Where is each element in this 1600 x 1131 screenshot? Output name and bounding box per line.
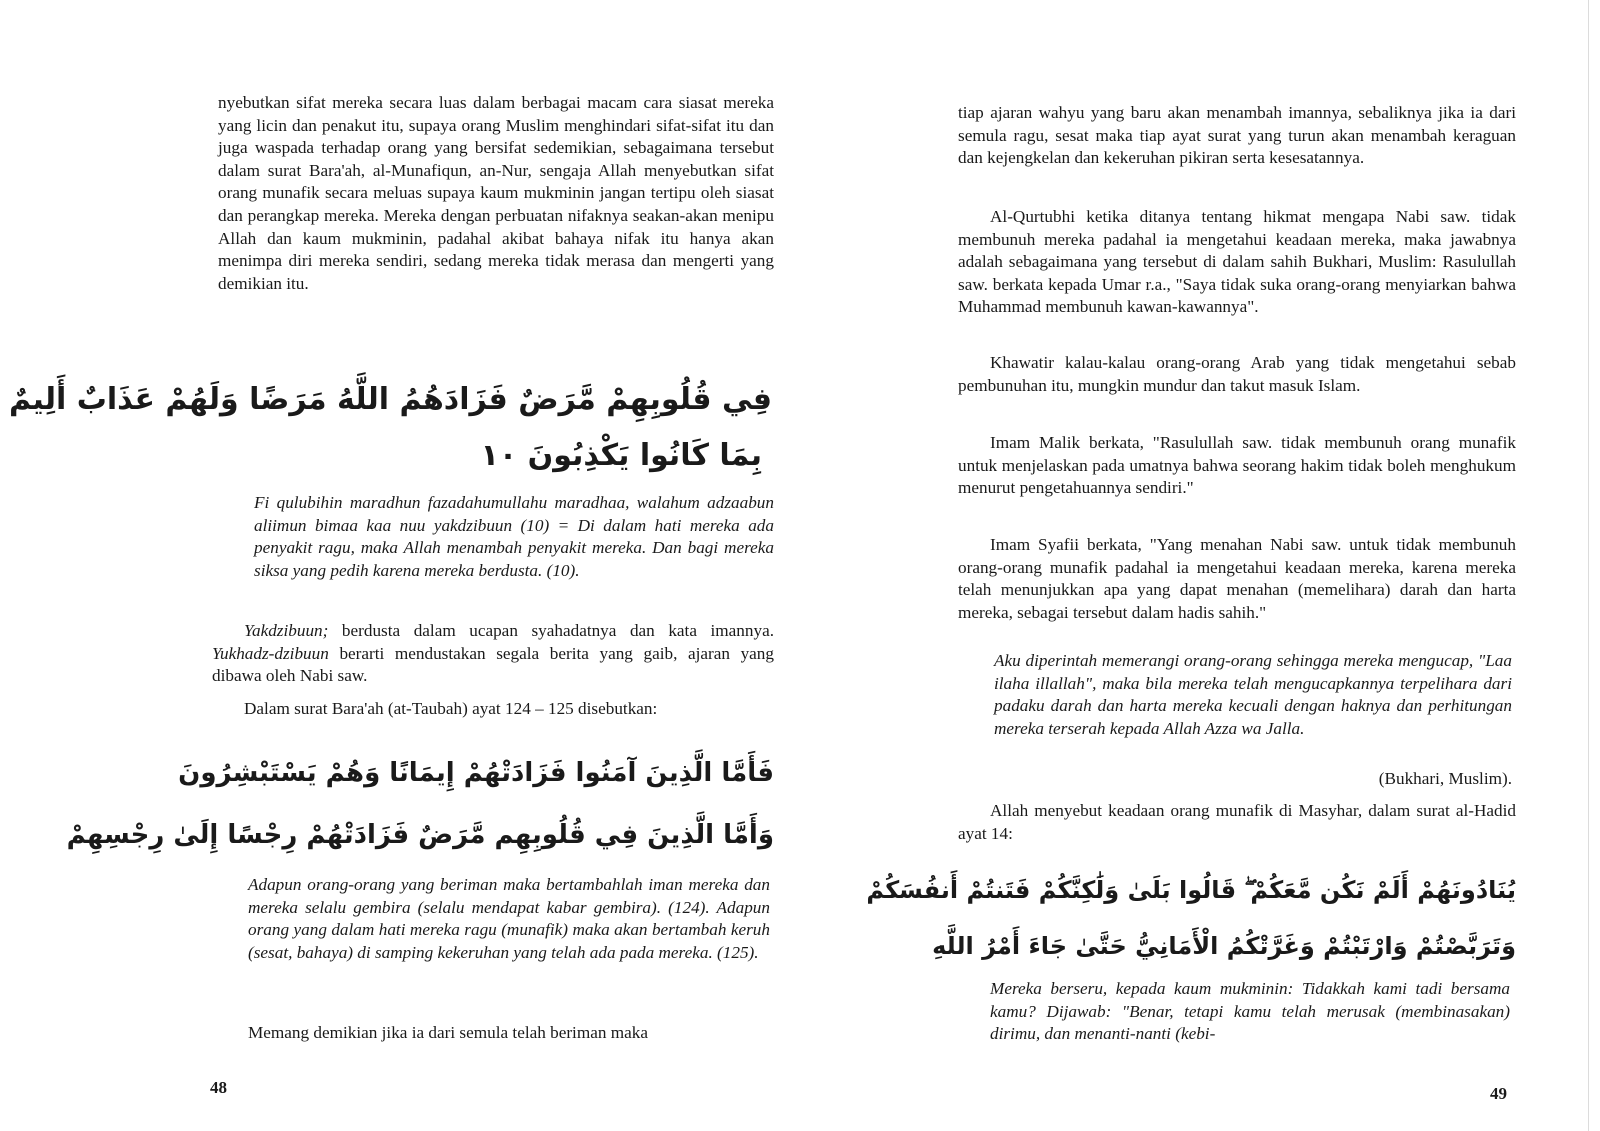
hadith-source: (Bukhari, Muslim).	[1378, 769, 1512, 788]
arabic-verse-1	[8, 372, 772, 484]
page-number-49: 49	[1490, 1084, 1507, 1103]
verse-2-intro: Dalam surat Bara'ah (at-Taubah) ayat 124 – 125 disebutkan:	[244, 699, 658, 718]
paragraph-1: tiap ajaran wahyu yang baru akan menambah imannya, sebaliknya jika ia dari semula ragu, sesat maka tiap ayat surat yang turun akan menambah keraguan dan kejengkelan dan kekeruhan pikiran serta kesesatannya.	[958, 103, 1516, 168]
intro-paragraph: nyebutkan sifat mereka secara luas dalam berbagai macam cara siasat mereka yang licin dan penakut itu, supaya orang Muslim menghindari sifat-sifat itu dan juga waspada terhadap orang yang bersifat sedemikian, sebagaimana tersebut dalam surat Bara'ah, al-Munafiqun, an-Nur, sengaja Allah menyebutkan sifat orang munafik secara meluas supaya kaum mukminin jangan tertipu oleh siasat dan perangkap mereka. Mereka dengan perbuatan nifaknya seakan-akan menipu Allah dan kaum mukminin, padahal akibat bahaya nifak itu hanya akan menimpa diri mereka sendiri, sedang mereka tidak merasa dan mengerti yang demikian itu.	[218, 93, 774, 293]
paragraph-2: Al-Qurtubhi ketika ditanya tentang hikmat mengapa Nabi saw. tidak membunuh mereka padahal ia mengetahui keadaan mereka, maka jawabnya adalah sebagaimana yang tersebut di dalam sahih Bukhari, Muslim: Rasulullah saw. berkata kepada Umar r.a., "Saya tidak suka orang-orang menyiarkan bahwa Muhammad membunuh kawan-kawannya".	[958, 207, 1516, 317]
book-edge-line	[1588, 0, 1589, 1131]
translation-2: Adapun orang-orang yang beriman maka bertambahlah iman mereka dan mereka selalu gembira (selalu mendapat kabar gembira). (124). Adapun orang yang dalam hati mereka ragu (munafik) maka akan bertambah keruh (sesat, bahaya) di samping kekeruhan yang telah ada pada mereka. (125).	[248, 875, 770, 962]
arabic-verse-1-line-2: بِمَا كَانُوا يَكْذِبُونَ ١٠	[480, 438, 762, 473]
page-number-48: 48	[210, 1078, 227, 1097]
arabic-verse-2	[66, 742, 774, 866]
explanation-term-1: Yakdzibuun;	[244, 621, 329, 640]
paragraph-6: Allah menyebut keadaan orang munafik di Masyhar, dalam surat al-Hadid ayat 14:	[958, 801, 1516, 843]
explanation-paragraph	[212, 620, 774, 688]
translation-1: Fi qulubihin maradhun fazadahumullahu maradhaa, walahum adzaabun aliimun bimaa kaa nuu yakdzibuun (10) = Di dalam hati mereka ada penyakit ragu, maka Allah menambah penyakit mereka. Dan bagi mereka siksa yang pedih karena mereka berdusta. (10).	[254, 493, 774, 580]
arabic-verse-3	[866, 862, 1516, 974]
hadith-quote: Aku diperintah memerangi orang-orang sehingga mereka mengucap, "Laa ilaha illallah", maka bila mereka telah mengucapkannya terpelihara dari padaku darah dan harta mereka kecuali dengan haknya dan perhitungan mereka terserah kepada Allah Azza wa Jalla.	[994, 651, 1512, 738]
arabic-verse-2-line-2: وَأَمَّا الَّذِينَ فِي قُلُوبِهِم مَّرَضٌ فَزَادَتْهُمْ رِجْسًا إِلَىٰ رِجْسِهِمْ	[66, 820, 774, 850]
arabic-verse-3-line-1: يُنَادُونَهُمْ أَلَمْ نَكُن مَّعَكُمْ ۖ قَالُوا بَلَىٰ وَلَٰكِنَّكُمْ فَتَنتُمْ أَنفُسَكُمْ	[866, 876, 1516, 904]
arabic-verse-2-line-1: فَأَمَّا الَّذِينَ آمَنُوا فَزَادَتْهُمْ إِيمَانًا وَهُمْ يَسْتَبْشِرُونَ	[178, 758, 774, 788]
paragraph-4: Imam Malik berkata, "Rasulullah saw. tidak membunuh orang munafik untuk menjelaskan pada umatnya bahwa seorang hakim tidak boleh menghukum menurut pengetahuannya sendiri."	[958, 433, 1516, 498]
arabic-verse-3-line-2: وَتَرَبَّصْتُمْ وَارْتَبْتُمْ وَغَرَّتْكُمُ الْأَمَانِيُّ حَتَّىٰ جَاءَ أَمْرُ اللَّهِ	[932, 932, 1516, 960]
explanation-text-1: berdusta dalam ucapan syahadatnya dan kata imannya.	[328, 621, 774, 640]
paragraph-3: Khawatir kalau-kalau orang-orang Arab yang tidak mengetahui sebab pembunuhan itu, mungkin mundur dan takut masuk Islam.	[958, 353, 1516, 395]
arabic-verse-1-line-1: فِي قُلُوبِهِمْ مَّرَضٌ فَزَادَهُمُ اللَّهُ مَرَضًا وَلَهُمْ عَذَابٌ أَلِيمٌ	[8, 382, 772, 417]
translation-3: Mereka berseru, kepada kaum mukminin: Tidakkah kami tadi bersama kamu? Dijawab: "Benar, tetapi kamu telah merusak (membinasakan) dirimu, dan menanti-nanti (kebi-	[990, 979, 1510, 1044]
explanation-term-2: Yukhadz-dzibuun	[212, 643, 329, 663]
right-page	[800, 0, 1600, 1131]
explanation-text-2: berarti mendustakan segala berita yang gaib, ajaran yang dibawa oleh Nabi saw.	[212, 643, 774, 686]
paragraph-5: Imam Syafii berkata, "Yang menahan Nabi saw. untuk tidak membunuh orang-orang munafik padahal ia mengetahui keadaan mereka, karena mereka telah menunjukkan apa yang dapat menahan (memelihara) darah dan harta mereka, sebagai tersebut dalam hadis sahih."	[958, 535, 1516, 622]
closing-line: Memang demikian jika ia dari semula telah beriman maka	[248, 1023, 648, 1042]
